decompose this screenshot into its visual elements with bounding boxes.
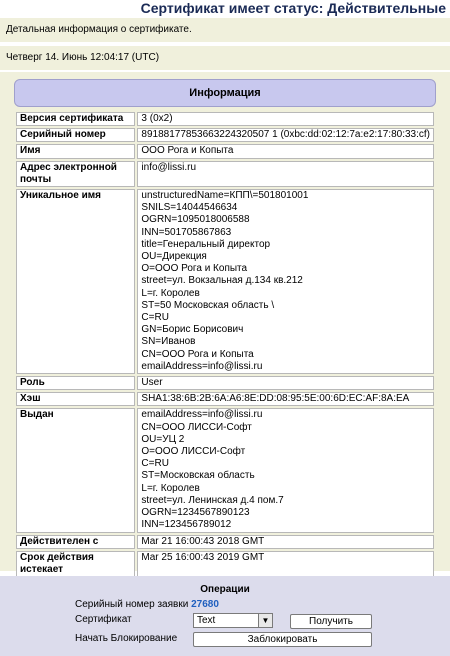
- issuer-line: OGRN=1234567890123: [141, 507, 250, 519]
- dn-line: CN=ООО Рога и Копыта: [141, 348, 254, 360]
- request-number-row: [75, 599, 219, 610]
- role-label: Роль: [16, 376, 135, 390]
- format-select-value: Text: [197, 615, 216, 626]
- dn-line: O=ООО Рога и Копыта: [141, 263, 248, 275]
- name-label: Имя: [16, 144, 135, 158]
- valid-to-value: Mar 25 16:00:43 2019 GMT: [137, 551, 434, 577]
- dn-line: C=RU: [141, 312, 169, 324]
- format-select[interactable]: [193, 613, 273, 628]
- version-label: Версия сертификата: [16, 112, 135, 126]
- name-value: ООО Рога и Копыта: [137, 144, 434, 158]
- table-row: [16, 144, 434, 158]
- table-row: [16, 161, 434, 187]
- issuer-line: O=ООО ЛИССИ-Софт: [141, 446, 246, 458]
- block-label: Начать Блокирование: [75, 633, 178, 644]
- table-row: [16, 112, 434, 126]
- issuer-line: ST=Московская область: [141, 470, 255, 482]
- request-number-value: 27680: [191, 599, 219, 610]
- issuer-line: CN=ООО ЛИССИ-Софт: [141, 421, 252, 433]
- hash-label: Хэш: [16, 392, 135, 406]
- issuer-label: Выдан: [16, 408, 135, 532]
- operations-title: Операции: [200, 584, 250, 595]
- table-row: [16, 408, 434, 532]
- issuer-value: [137, 408, 434, 532]
- page-title: Сертификат имеет статус: Действительные: [140, 0, 446, 16]
- dn-line: title=Генеральный директор: [141, 238, 271, 250]
- dn-line: SNILS=14044546634: [141, 202, 238, 214]
- get-button[interactable]: Получить: [290, 614, 372, 629]
- dn-label: Уникальное имя: [16, 189, 135, 374]
- certificate-label: Сертификат: [75, 614, 132, 625]
- serial-label: Серийный номер: [16, 128, 135, 142]
- valid-to-label: Срок действия истекает: [16, 551, 135, 577]
- issuer-line: C=RU: [141, 458, 169, 470]
- info-header: Информация: [14, 79, 436, 107]
- chevron-down-icon: ▼: [258, 614, 272, 627]
- dn-line: emailAddress=info@lissi.ru: [141, 360, 263, 372]
- issuer-line: street=ул. Ленинская д.4 пом.7: [141, 494, 284, 506]
- operations-panel: [0, 576, 450, 656]
- certificate-info-table: [14, 110, 436, 595]
- dn-line: L=г. Королев: [141, 287, 200, 299]
- valid-from-value: Mar 21 16:00:43 2018 GMT: [137, 535, 434, 549]
- dn-line: SN=Иванов: [141, 336, 196, 348]
- issuer-line: INN=123456789012: [141, 519, 232, 531]
- dn-line: OGRN=1095018006588: [141, 214, 250, 226]
- email-value: info@lissi.ru: [137, 161, 434, 187]
- table-row: [16, 551, 434, 577]
- issuer-line: L=г. Королев: [141, 482, 200, 494]
- serial-value: 89188177853663224320507 1 (0xbc:dd:02:12:7a:e2:17:80:33:cf): [137, 128, 434, 142]
- issuer-line: emailAddress=info@lissi.ru: [141, 409, 263, 421]
- dn-line: ST=50 Московская область \: [141, 299, 275, 311]
- block-button[interactable]: Заблокировать: [193, 632, 372, 647]
- dn-line: GN=Борис Борисович: [141, 324, 244, 336]
- table-row: [16, 392, 434, 406]
- dn-line: INN=501705867863: [141, 226, 232, 238]
- table-row: [16, 128, 434, 142]
- table-row: [16, 535, 434, 549]
- table-row: [16, 189, 434, 374]
- current-datetime: Четверг 14. Июнь 12:04:17 (UTC): [0, 46, 450, 70]
- dn-line: OU=Дирекция: [141, 251, 207, 263]
- email-label: Адрес электронной почты: [16, 161, 135, 187]
- table-row: [16, 376, 434, 390]
- dn-value: [137, 189, 434, 374]
- page-description: Детальная информация о сертификате.: [0, 18, 450, 42]
- info-section: [0, 72, 450, 575]
- dn-line: unstructuredName=КПП\=501801001: [141, 190, 309, 202]
- role-value: User: [137, 376, 434, 390]
- issuer-line: OU=УЦ 2: [141, 433, 185, 445]
- dn-line: street=ул. Вокзальная д.134 кв.212: [141, 275, 303, 287]
- hash-value: SHA1:38:6B:2B:6A:A6:8E:DD:08:95:5E:00:6D:EC:AF:8A:EA: [137, 392, 434, 406]
- request-number-label: Серийный номер заявки: [75, 599, 189, 610]
- valid-from-label: Действителен с: [16, 535, 135, 549]
- version-value: 3 (0x2): [137, 112, 434, 126]
